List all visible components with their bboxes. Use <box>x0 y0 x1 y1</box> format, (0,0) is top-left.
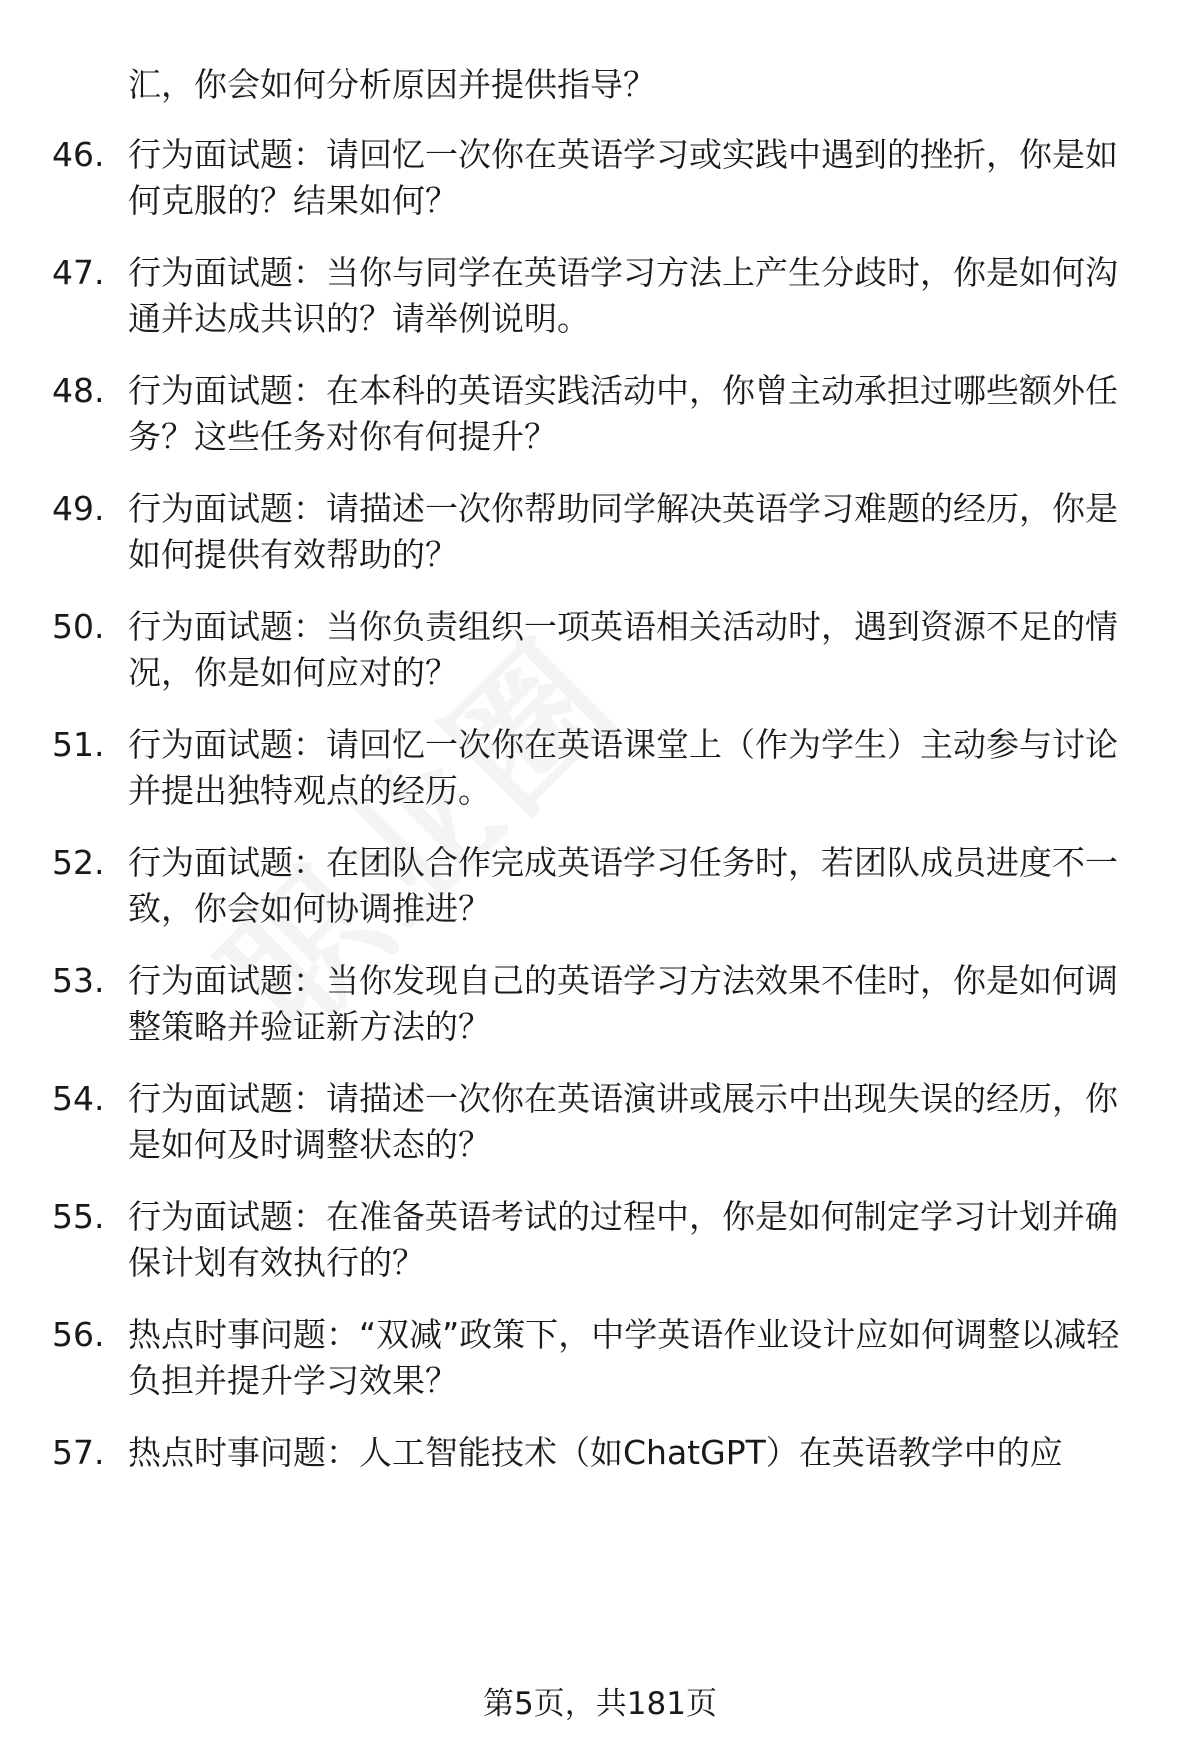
question-number: 48. <box>52 371 105 410</box>
question-number: 47. <box>52 253 105 292</box>
question-text: 行为面试题：请描述一次你帮助同学解决英语学习难题的经历，你是如何提供有效帮助的？ <box>128 489 1118 574</box>
page-footer: 第5页，共181页 <box>483 1686 717 1722</box>
question-text: 行为面试题：当你发现自己的英语学习方法效果不佳时，你是如何调整策略并验证新方法的？ <box>128 961 1118 1046</box>
question-text: 行为面试题：请回忆一次你在英语学习或实践中遇到的挫折，你是如何克服的？结果如何？ <box>128 135 1118 220</box>
question-text: 行为面试题：当你负责组织一项英语相关活动时，遇到资源不足的情况，你是如何应对的？ <box>128 607 1118 692</box>
question-number: 54. <box>52 1079 105 1118</box>
question-text: 行为面试题：请回忆一次你在英语课堂上（作为学生）主动参与讨论并提出独特观点的经历。 <box>128 725 1118 810</box>
question-text: 行为面试题：在团队合作完成英语学习任务时，若团队成员进度不一致，你会如何协调推进？ <box>128 843 1118 928</box>
question-text: 热点时事问题：“双减”政策下，中学英语作业设计应如何调整以减轻负担并提升学习效果？ <box>128 1315 1120 1400</box>
question-text: 热点时事问题：人工智能技术（如ChatGPT）在英语教学中的应 <box>128 1433 1063 1472</box>
question-number: 56. <box>52 1315 105 1354</box>
question-number: 55. <box>52 1197 105 1236</box>
question-number: 49. <box>52 489 105 528</box>
question-number: 57. <box>52 1433 105 1472</box>
question-text: 行为面试题：当你与同学在英语学习方法上产生分歧时，你是如何沟通并达成共识的？请举例说明。 <box>128 253 1118 338</box>
question-text: 行为面试题：请描述一次你在英语演讲或展示中出现失误的经历，你是如何及时调整状态的？ <box>128 1079 1118 1164</box>
question-number: 51. <box>52 725 105 764</box>
question-number: 52. <box>52 843 105 882</box>
question-number: 46. <box>52 135 105 174</box>
question-text: 行为面试题：在准备英语考试的过程中，你是如何制定学习计划并确保计划有效执行的？ <box>128 1197 1118 1282</box>
question-number: 50. <box>52 607 105 646</box>
question-number: 53. <box>52 961 105 1000</box>
question-text: 行为面试题：在本科的英语实践活动中，你曾主动承担过哪些额外任务？这些任务对你有何提升？ <box>128 371 1118 456</box>
continuation-text: 汇，你会如何分析原因并提供指导？ <box>128 65 656 104</box>
